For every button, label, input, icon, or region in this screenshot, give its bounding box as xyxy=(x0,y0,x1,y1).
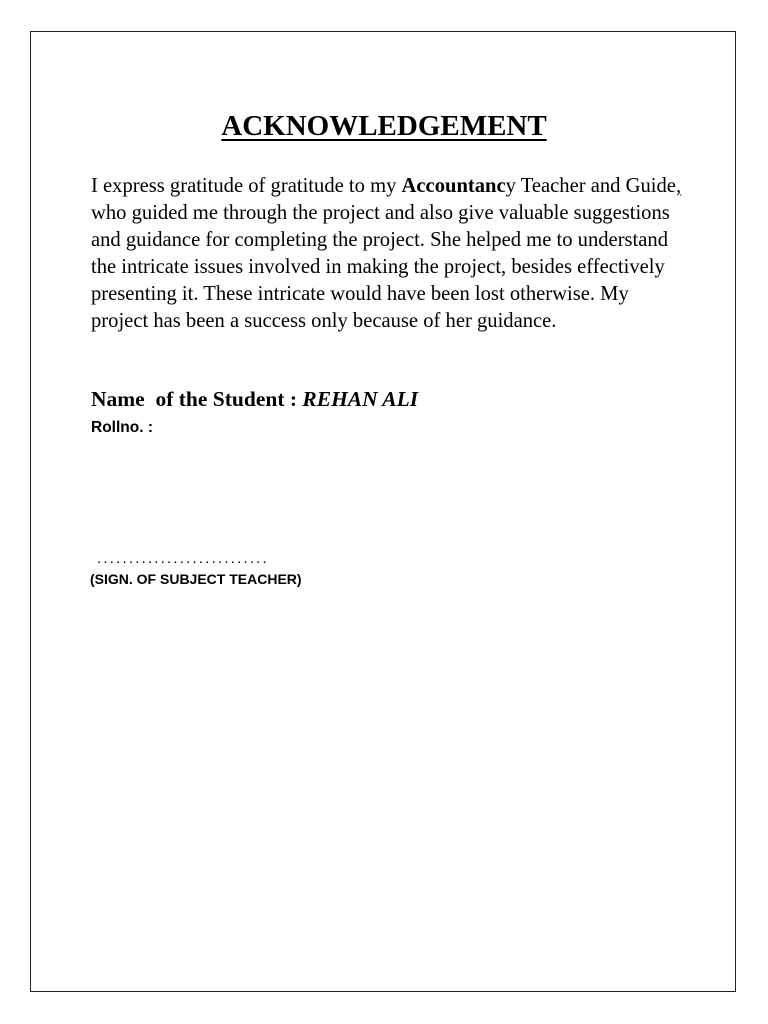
signature-line: ........................... xyxy=(97,550,269,567)
paragraph-part-3: who guided me through the project and also give valuable suggestions and guidance for completing the project. She helped me to understand the intricate issues involved in making the project, besides effectively presenting it. These intricate would have been lost otherwise. My project has been a success only because of her guidance. xyxy=(91,202,670,332)
student-label: Name of the Student : xyxy=(91,387,303,411)
paragraph-bold-subject: Accountanc xyxy=(401,175,506,197)
signature-label: (SIGN. OF SUBJECT TEACHER) xyxy=(90,571,302,587)
document-title-text: ACKNOWLEDGEMENT xyxy=(221,110,547,142)
rollno-label: Rollno. : xyxy=(91,419,153,436)
paragraph-part-2: y Teacher and Guide xyxy=(505,175,676,197)
paragraph-part-1: I express gratitude of gratitude to my xyxy=(91,175,402,197)
student-name: REHAN ALI xyxy=(302,387,419,411)
student-name-line xyxy=(91,387,418,412)
acknowledgement-paragraph xyxy=(91,173,691,335)
paragraph-underlined-comma: , xyxy=(675,175,682,197)
document-title xyxy=(0,110,768,143)
